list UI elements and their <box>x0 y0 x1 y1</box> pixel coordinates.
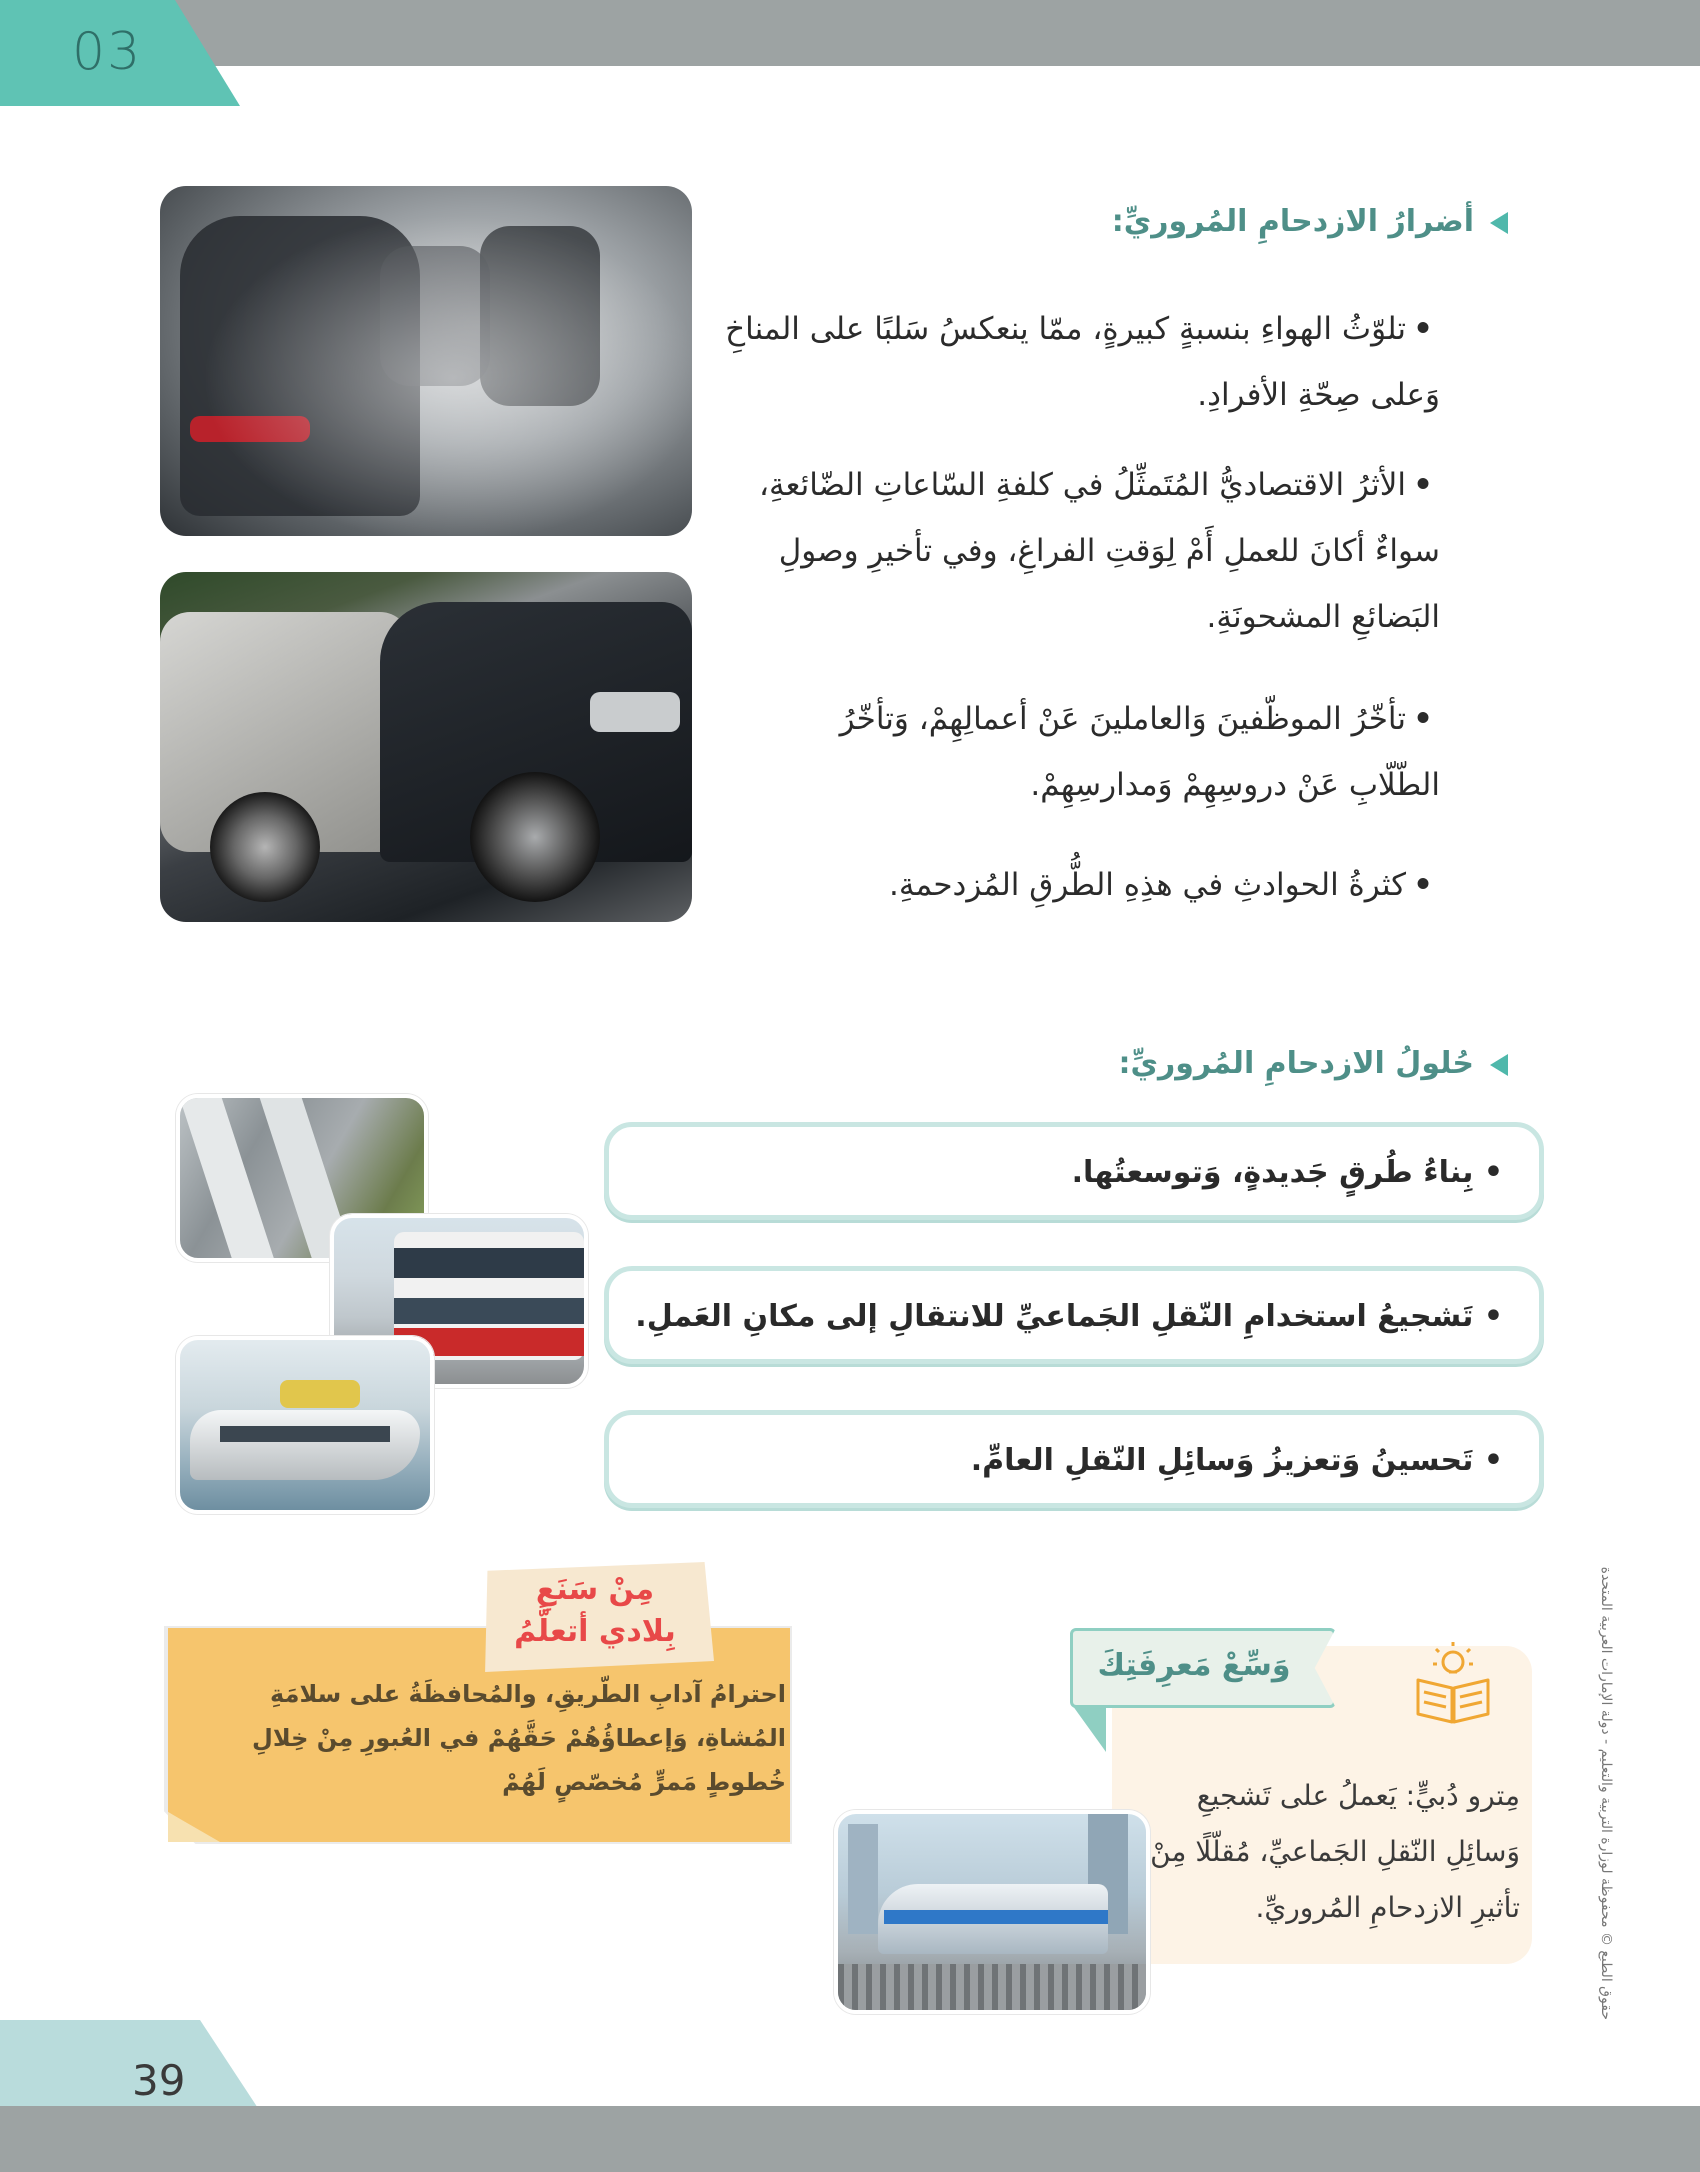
page-number: 39 <box>132 2056 186 2105</box>
harms-bullet: •تلوّثُ الهواءِ بنسبةٍ كبيرةٍ، ممّا ينعكسُ سَلبًا على المناخِ وَعلى صِحّةِ الأفرادِ. <box>720 296 1440 428</box>
harms-bullet: •تأخّرُ الموظّفينَ وَالعاملينَ عَنْ أعمالِهِمْ، وَتأخّرُ الطّلّابِ عَنْ دروسِهِمْ وَمدارسِهِمْ. <box>800 686 1440 818</box>
expand-knowledge-title: وَسِّعْ مَعرِفَتِكَ <box>1097 1648 1291 1683</box>
bullet-dot: • <box>1413 467 1433 503</box>
harms-bullet: •كثرةُ الحوادثِ في هذِهِ الطُّرقِ المُزدحمةِ. <box>720 852 1440 918</box>
solution-box <box>604 1266 1544 1364</box>
copyright-notice: حقوق الطبع © محفوظة لوزارة التربية والتعليم - دولة الإمارات العربية المتحدة <box>1598 1566 1614 2020</box>
car-crash-photo <box>160 572 692 922</box>
note-tag-line2: بِلادي أتعلَّمُ <box>514 1614 676 1649</box>
dubai-metro-photo <box>834 1810 1150 2014</box>
footer-bar <box>0 2106 1700 2172</box>
note-text: احترامُ آدابِ الطّريقِ، والمُحافظَةُ على سلامَةِ المُشاةِ، وَإعطاؤُهُمْ حَقَّهُمْ في العُبورِ مِنْ خِلالِ خُطوطٍ مَمرٍّ مُخصّصٍ لَهُمْ <box>252 1680 786 1796</box>
note-tag-line1: مِنْ سَنَعِ <box>535 1572 655 1607</box>
section-arrow-icon <box>1490 212 1508 234</box>
solution-box <box>604 1122 1544 1220</box>
harms-bullet: •الأثرُ الاقتصاديُّ المُتَمثِّلُ في كلفةِ السّاعاتِ الضّائعةِ، سواءٌ أكانَ للعملِ أَمْ لِوَقتِ الفراغِ، وفي تأخيرِ وصولِ البَضائعِ المشحونَةِ. <box>720 452 1440 650</box>
bullet-dot: • <box>1413 701 1433 737</box>
section-arrow-icon <box>1490 1054 1508 1076</box>
solution-box <box>604 1410 1544 1508</box>
solutions-title: حُلولُ الازدحامِ المُروريِّ: <box>1118 1046 1474 1081</box>
water-taxi-photo <box>176 1336 434 1514</box>
open-book-lightbulb-icon <box>1408 1640 1498 1730</box>
solution-text: • تَحسينُ وَتعزيزُ وَسائِلِ النّقلِ العامِّ. <box>970 1443 1503 1478</box>
ribbon-tail <box>1070 1702 1106 1752</box>
solution-text: • تَشجيعُ استخدامِ النّقلِ الجَماعيِّ للانتقالِ إلى مكانِ العَملِ. <box>635 1299 1503 1334</box>
bullet-dot: • <box>1413 311 1433 347</box>
bullet-dot: • <box>1413 867 1433 903</box>
expand-knowledge-text: مِترو دُبيٍّ: يَعملُ على تَشجيعِ وَسائِلِ النّقلِ الجَماعيِّ، مُقلّلًا مِنْ تأثيرِ الازدحامِ المُروريِّ. <box>1150 1779 1520 1924</box>
solution-text: • بِناءُ طُرقٍ جَديدةٍ، وَتوسعتُها. <box>1071 1155 1503 1190</box>
chapter-number: 03 <box>72 22 143 82</box>
header-bar <box>0 0 1700 66</box>
harms-title: أضرارُ الازدحامِ المُروريِّ: <box>1111 204 1474 239</box>
traffic-smog-photo <box>160 186 692 536</box>
